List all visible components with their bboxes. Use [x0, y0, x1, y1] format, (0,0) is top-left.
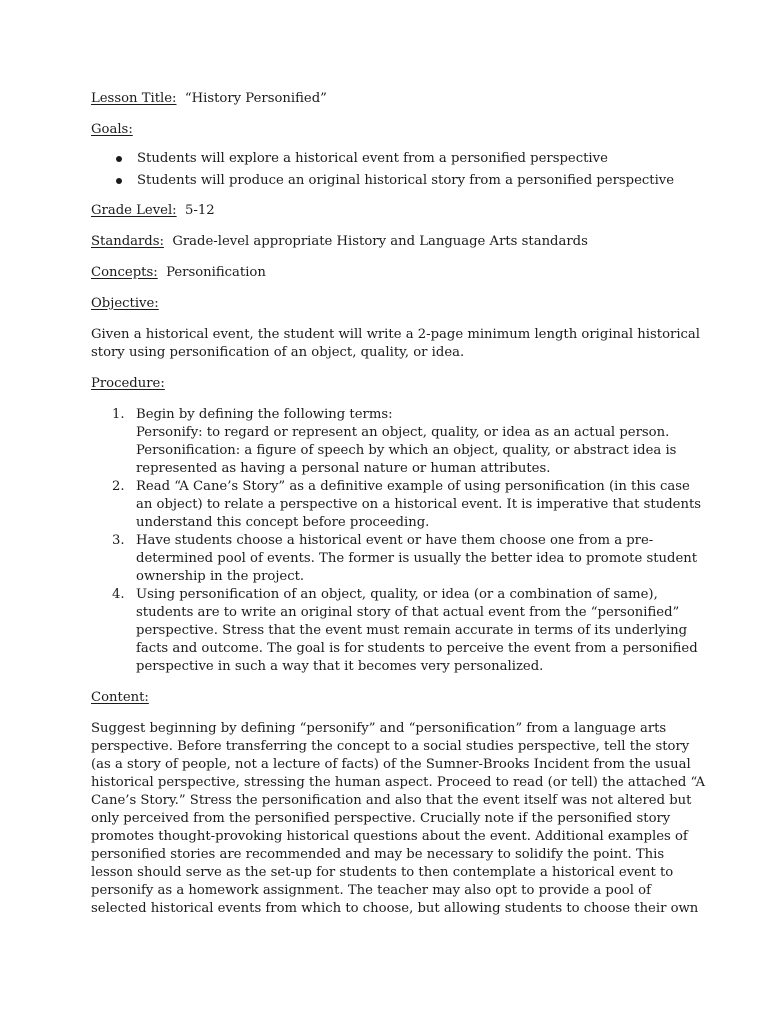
step-line: Personify: to regard or represent an object, quality, or idea as an actual person. [136, 425, 670, 440]
content-line: personified stories are recommended and may be necessary to solidify the point. This [91, 847, 665, 862]
step-line: Read “A Cane’s Story” as a definitive example of using personification (in this case [136, 479, 690, 494]
concepts-value: Personification [166, 265, 266, 280]
step-line: perspective in such a way that it becomes very personalized. [136, 659, 544, 674]
lesson-title-row [91, 90, 691, 108]
content-line: lesson should serve as the set-up for students to then contemplate a historical event to [91, 865, 674, 880]
content-line: only perceived from the personified perspective. Crucially note if the personified story [91, 811, 671, 826]
procedure-heading [91, 375, 691, 393]
document-page [91, 90, 706, 918]
procedure-step [91, 532, 698, 586]
content-label: Content: [91, 690, 149, 705]
step-line: perspective. Stress that the event must remain accurate in terms of its underlying [136, 623, 688, 638]
concepts-label: Concepts: [91, 265, 158, 280]
goals-label: Goals: [91, 122, 133, 137]
goal-item: Students will explore a historical event from a personified perspective [91, 148, 691, 170]
lesson-title-label: Lesson Title: [91, 91, 177, 106]
step-line: students are to write an original story of that actual event from the “personified” [136, 605, 680, 620]
objective-heading [91, 295, 691, 313]
grade-level-row [91, 202, 691, 220]
step-number: 1. [112, 407, 125, 422]
objective-line: Given a historical event, the student will write a 2-page minimum length original historical [91, 327, 701, 342]
step-line: understand this concept before proceeding. [136, 515, 430, 530]
goal-item: Students will produce an original historical story from a personified perspective [91, 170, 691, 192]
objective-label: Objective: [91, 296, 159, 311]
objective-line: story using personification of an object, quality, or idea. [91, 345, 465, 360]
step-number: 2. [112, 479, 125, 494]
step-line: Personification: a figure of speech by which an object, quality, or abstract idea is [136, 443, 677, 458]
procedure-step [91, 406, 691, 478]
content-line: historical perspective, stressing the human aspect. Proceed to read (or tell) the attached “A [91, 775, 706, 790]
standards-row [91, 233, 691, 251]
content-line: selected historical events from which to choose, but allowing students to choose their own [91, 901, 699, 916]
content-heading [91, 689, 691, 707]
step-line: ownership in the project. [136, 569, 305, 584]
concepts-row [91, 264, 691, 282]
content-line: Cane’s Story.” Stress the personification and also that the event itself was not altered but [91, 793, 692, 808]
step-line: Have students choose a historical event or have them choose one from a pre- [136, 533, 654, 548]
procedure-step [91, 586, 698, 676]
grade-level-value: 5-12 [185, 203, 215, 218]
content-line: personify as a homework assignment. The teacher may also opt to provide a pool of [91, 883, 651, 898]
step-line: Using personification of an object, quality, or idea (or a combination of same), [136, 587, 658, 602]
grade-level-label: Grade Level: [91, 203, 177, 218]
step-number: 4. [112, 587, 125, 602]
step-line: represented as having a personal nature or human attributes. [136, 461, 551, 476]
step-number: 3. [112, 533, 125, 548]
step-line: an object) to relate a perspective on a historical event. It is imperative that students [136, 497, 702, 512]
standards-label: Standards: [91, 234, 164, 249]
content-paragraph [91, 720, 706, 918]
content-line: (as a story of people, not a lecture of facts) of the Sumner-Brooks Incident from the usual [91, 757, 691, 772]
goals-list [91, 148, 691, 192]
procedure-list [91, 406, 702, 676]
procedure-step [91, 478, 702, 532]
content-line: perspective. Before transferring the concept to a social studies perspective, tell the story [91, 739, 690, 754]
step-line: Begin by defining the following terms: [136, 407, 393, 422]
content-line: promotes thought-provoking historical questions about the event. Additional examples of [91, 829, 688, 844]
step-line: facts and outcome. The goal is for students to perceive the event from a personified [136, 641, 698, 656]
standards-value: Grade-level appropriate History and Language Arts standards [172, 234, 588, 249]
objective-paragraph [91, 326, 701, 362]
goals-heading [91, 121, 691, 139]
procedure-label: Procedure: [91, 376, 165, 391]
step-line: determined pool of events. The former is usually the better idea to promote student [136, 551, 698, 566]
lesson-title-value: “History Personified” [184, 91, 327, 106]
content-line: Suggest beginning by defining “personify” and “personification” from a language arts [91, 721, 667, 736]
